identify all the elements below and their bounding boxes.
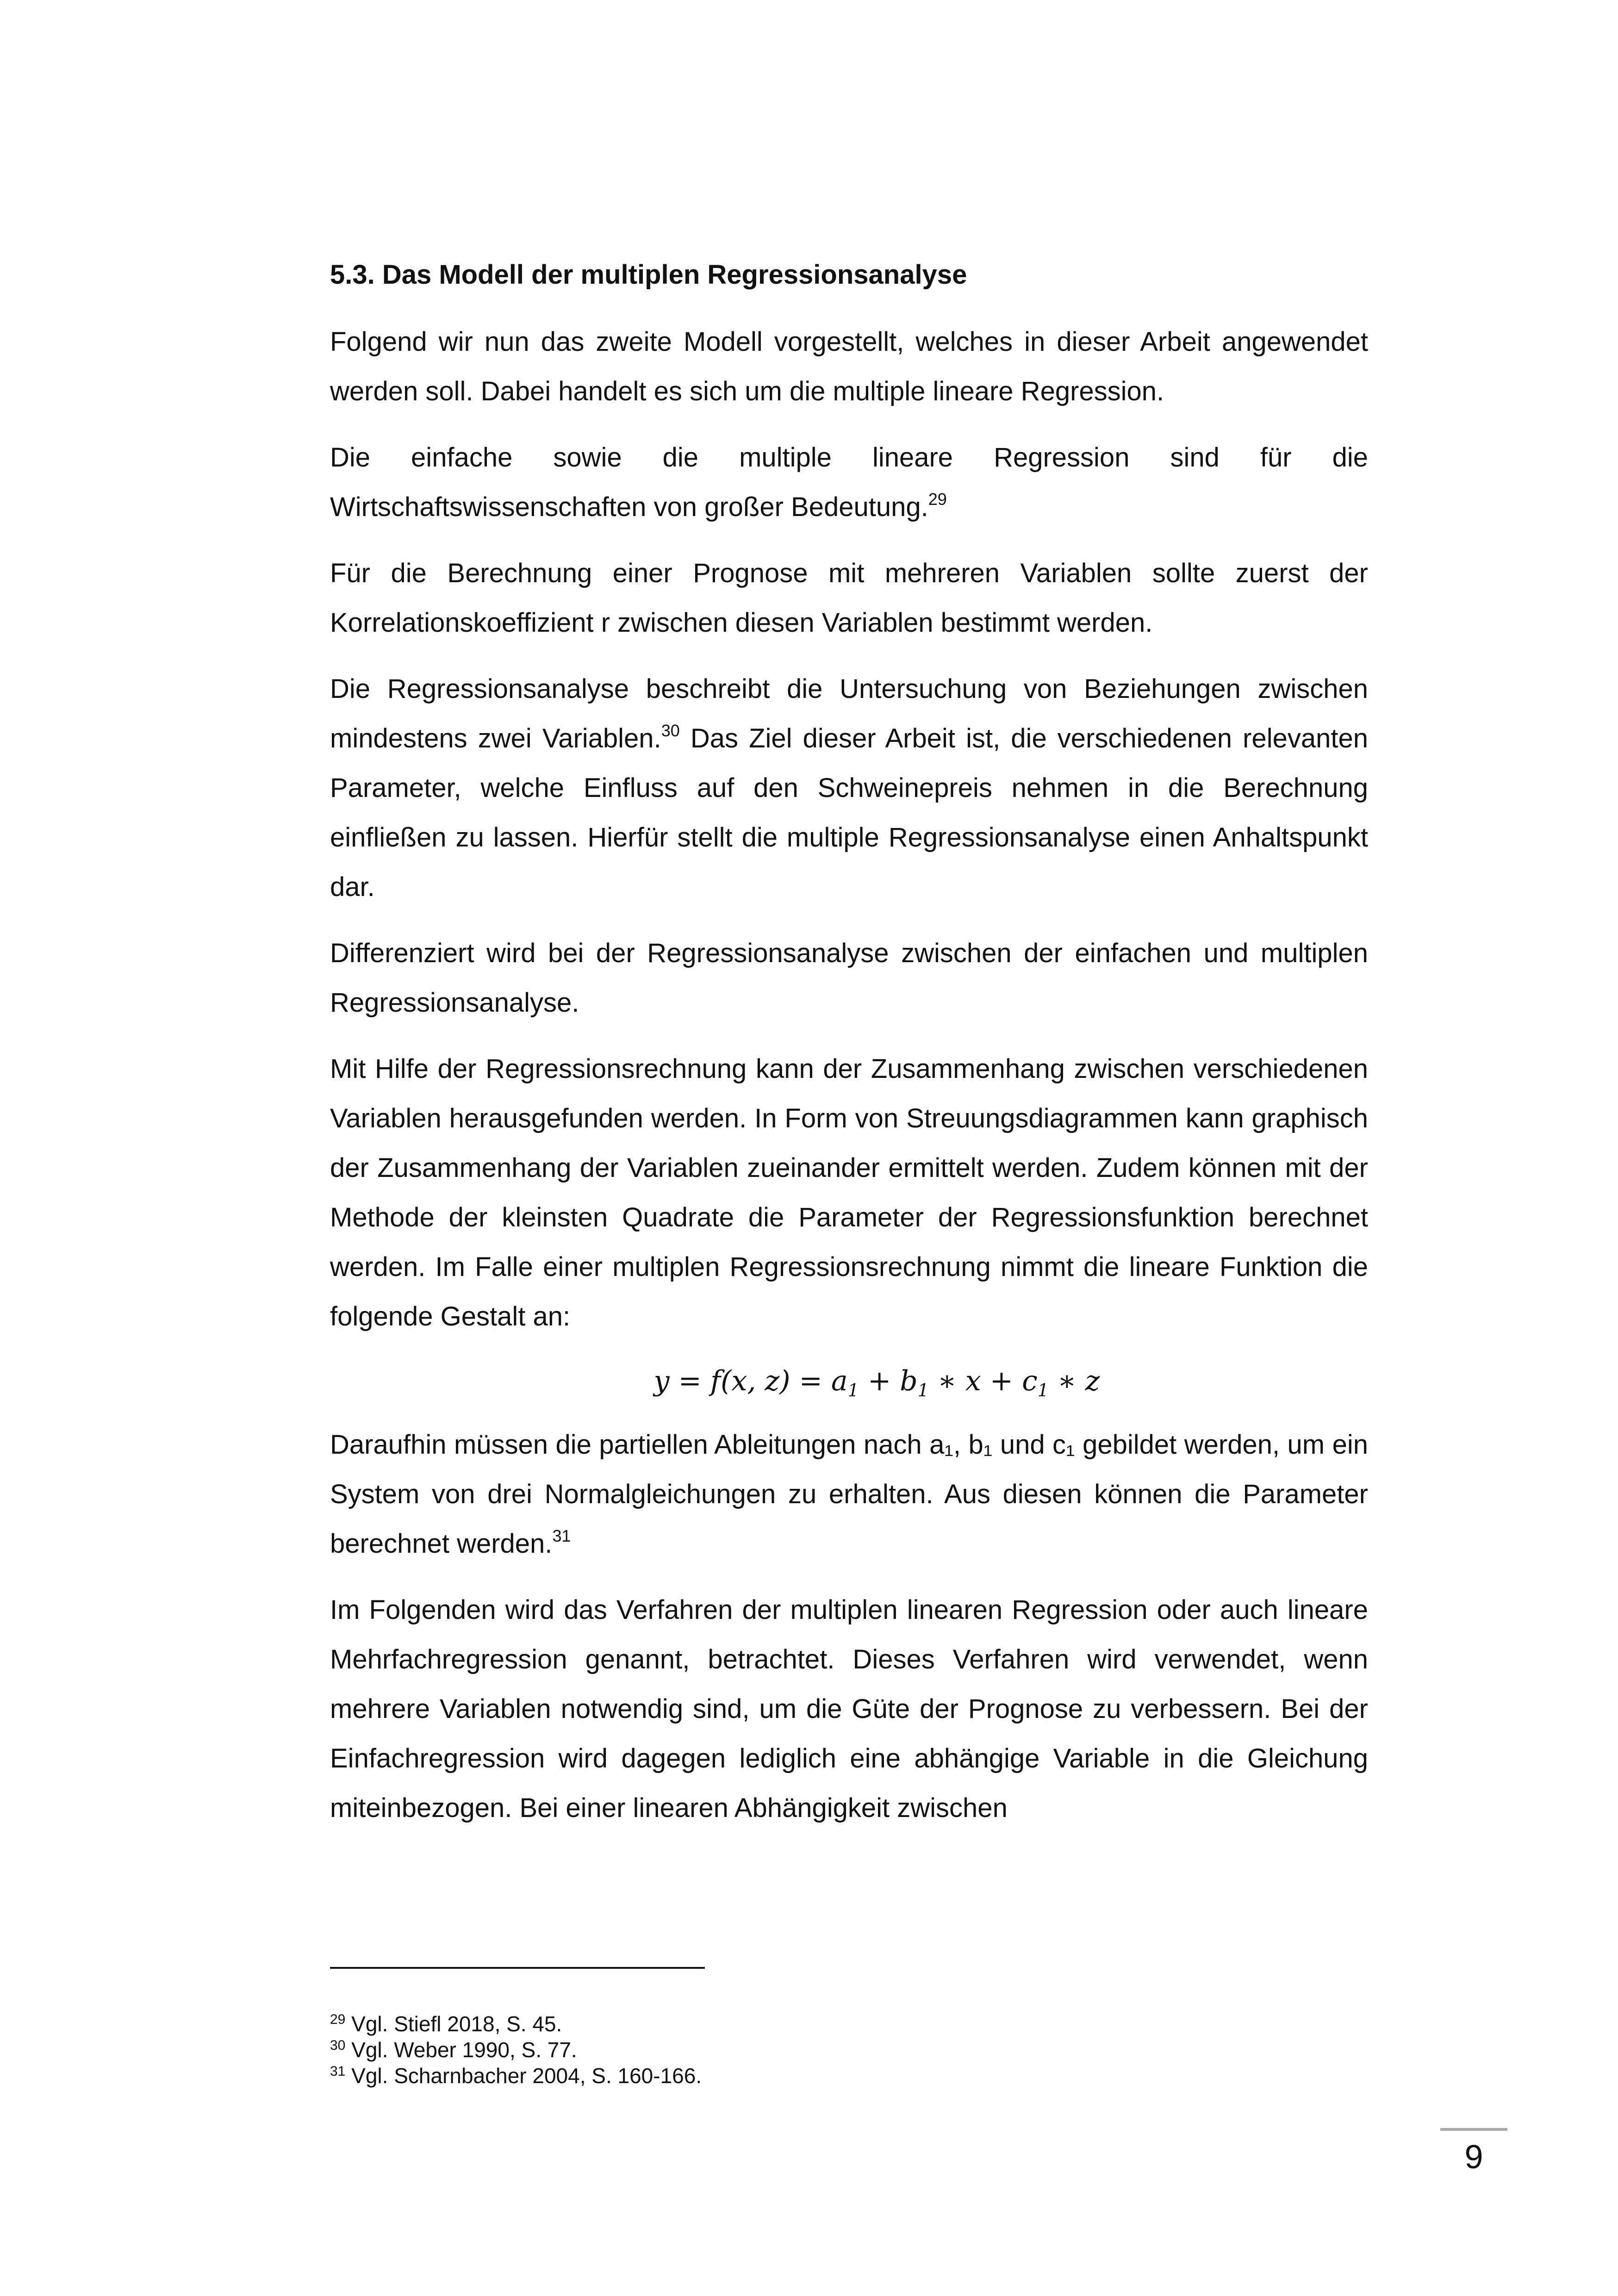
footnote-ref-30[interactable]: 30 xyxy=(661,721,680,740)
paragraph-6 xyxy=(330,1044,1368,1341)
footnote-separator xyxy=(330,1967,705,1969)
paragraph-text: Das Ziel dieser Arbeit ist, die verschiedenen relevanten Parameter, welche Einfluss auf den Schweinepreis nehmen in die Berechnung einfließen zu lassen. Hierfür stellt die multiple Regressionsanalyse einen Anhaltspunkt dar. xyxy=(330,723,1368,902)
footnote-29 xyxy=(330,2011,1256,2037)
paragraph-text: Mit Hilfe der Regressionsrechnung kann der Zusammenhang zwischen verschiedenen Variablen herausgefunden werden. In Form von Streuungsdiagrammen kann graphisch der Zusammenhang der Variablen zueinander ermittelt werden. Zudem können mit der Methode der kleinsten Quadrate die Parameter der Regressionsfunktion berechnet werden. Im Falle einer multiplen Regressionsrechnung nimmt die lineare Funktion die folgende Gestalt an: xyxy=(330,1054,1368,1332)
page-body xyxy=(330,259,1368,1849)
footnote-30 xyxy=(330,2037,1256,2063)
footnote-text: Vgl. Stiefl 2018, S. 45. xyxy=(345,2012,562,2036)
formula-part: + b xyxy=(859,1365,918,1397)
footnote-text: Vgl. Scharnbacher 2004, S. 160-166. xyxy=(345,2064,702,2088)
paragraph-text: Im Folgenden wird das Verfahren der multiplen linearen Regression oder auch lineare Mehrfachregression genannt, betrachtet. Dieses Verfahren wird verwendet, wenn mehrere Variablen notwendig sind, um die Güte der Prognose zu verbessern. Bei der Einfachregression wird dagegen lediglich eine abhängige Variable in die Gleichung miteinbezogen. Bei einer linearen Abhängigkeit zwischen xyxy=(330,1595,1368,1823)
footnote-number: 31 xyxy=(330,2064,346,2079)
formula-subscript: 1 xyxy=(1037,1380,1049,1400)
regression-formula xyxy=(386,1358,1368,1404)
paragraph-3 xyxy=(330,548,1368,647)
paragraph-text: Differenziert wird bei der Regressionsanalyse zwischen der einfachen und multiplen Regressionsanalyse. xyxy=(330,938,1368,1018)
page-number: 9 xyxy=(1464,2139,1483,2176)
formula-part: y = f(x, z) = a xyxy=(653,1365,848,1397)
footnote-ref-29[interactable]: 29 xyxy=(928,490,947,509)
page-number-rule xyxy=(1440,2128,1507,2131)
footnote-number: 29 xyxy=(330,2012,346,2027)
footnote-number: 30 xyxy=(330,2038,346,2053)
formula-part: ∗ x + c xyxy=(928,1365,1038,1397)
footnote-text: Vgl. Weber 1990, S. 77. xyxy=(345,2038,577,2062)
paragraph-text: Daraufhin müssen die partiellen Ableitungen nach a₁, b₁ und c₁ gebildet werden, um ein System von drei Normalgleichungen zu erhalten. Aus diesen können die Parameter berechnet werden. xyxy=(330,1430,1368,1559)
paragraph-5 xyxy=(330,928,1368,1027)
paragraph-text: Für die Berechnung einer Prognose mit mehreren Variablen sollte zuerst der Korrelationskoeffizient r zwischen diesen Variablen bestimmt werden. xyxy=(330,558,1368,638)
formula-subscript: 1 xyxy=(847,1380,859,1400)
footnotes xyxy=(330,2011,1256,2089)
footnote-31 xyxy=(330,2063,1256,2089)
paragraph-1 xyxy=(330,317,1368,416)
paragraph-text: Die Regressionsanalyse beschreibt die Untersuchung von Beziehungen zwischen mindestens zwei Variablen. xyxy=(330,674,1368,753)
paragraph-4 xyxy=(330,664,1368,912)
paragraph-text: Die einfache sowie die multiple lineare Regression sind für die Wirtschaftswissenschaften von großer Bedeutung. xyxy=(330,442,1368,522)
section-heading: 5.3. Das Modell der multiplen Regressionsanalyse xyxy=(330,260,967,290)
paragraph-2 xyxy=(330,433,1368,532)
paragraph-8 xyxy=(330,1585,1368,1833)
paragraph-7 xyxy=(330,1420,1368,1568)
footnote-ref-31[interactable]: 31 xyxy=(552,1526,571,1545)
formula-part: ∗ z xyxy=(1048,1365,1100,1397)
formula-subscript: 1 xyxy=(917,1380,929,1400)
paragraph-text: Folgend wir nun das zweite Modell vorgestellt, welches in dieser Arbeit angewendet werden soll. Dabei handelt es sich um die multiple lineare Regression. xyxy=(330,327,1368,406)
